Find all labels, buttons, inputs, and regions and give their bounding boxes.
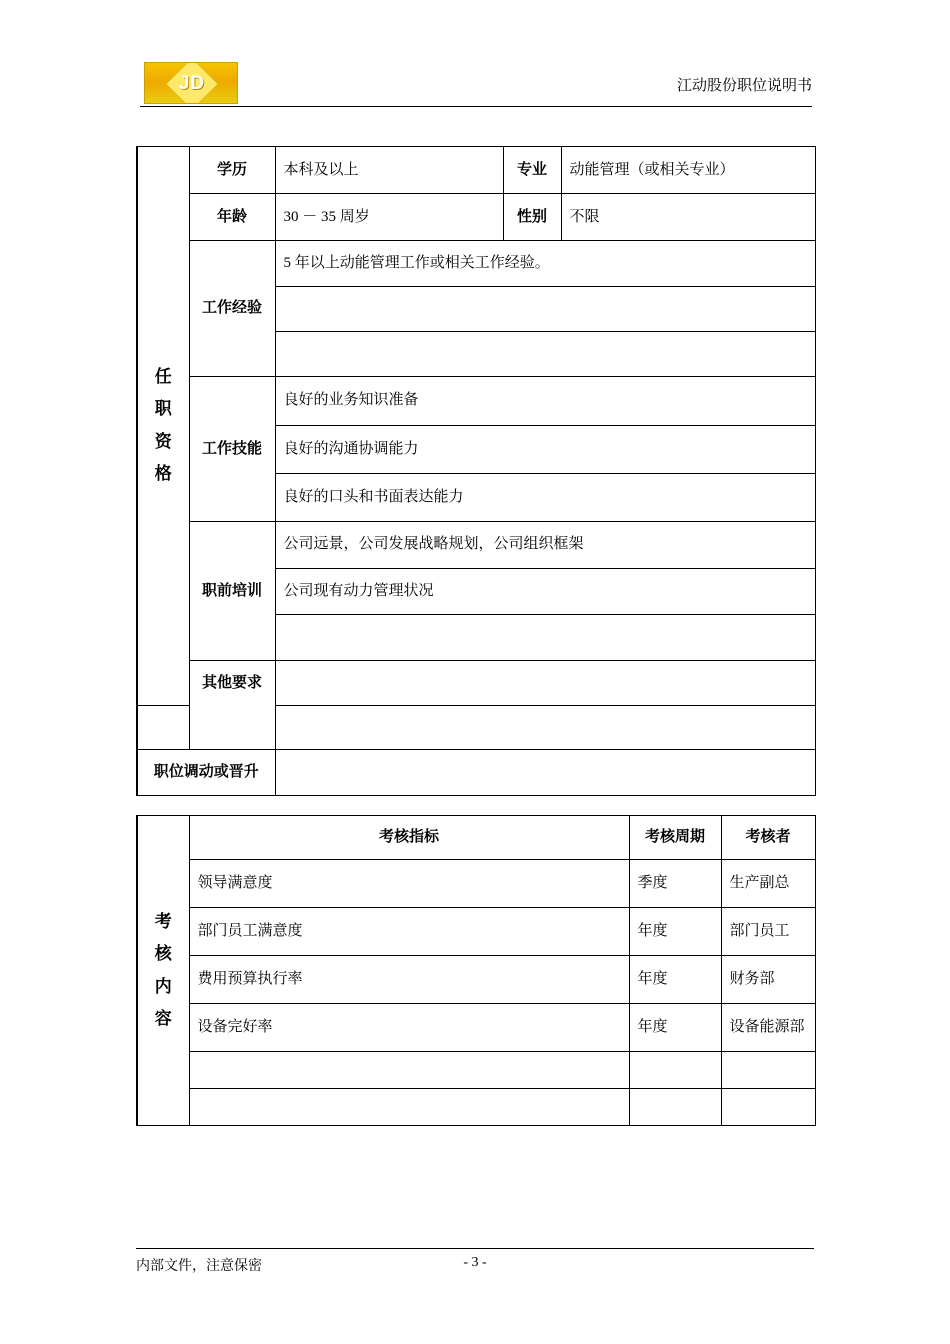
table-row [137,860,815,908]
section-label-qualification-tail [137,705,189,750]
column-header-indicator: 考核指标 [189,816,629,860]
training-value-0: 公司远景，公司发展战略规划，公司组织框架 [275,522,815,569]
major-label: 专业 [503,147,561,194]
assessment-label-char-1: 核 [154,944,172,964]
page-footer [136,1248,814,1275]
assessment-label-char-0: 考 [154,911,172,931]
assessment-indicator-2: 费用预算执行率 [189,956,629,1004]
skills-value-1: 良好的沟通协调能力 [275,425,815,473]
skills-label: 工作技能 [189,425,275,473]
other-value-1 [275,705,815,750]
assessment-table [136,815,816,1126]
assessment-assessor-4 [721,1052,815,1089]
promotion-label: 职位调动或晋升 [137,750,275,796]
promotion-value [275,750,815,796]
other-value-0 [275,661,815,706]
table-row [137,1052,815,1089]
assessment-cycle-4 [629,1052,721,1089]
table-row [137,1089,815,1126]
section-label-char-2: 资 [154,431,172,451]
assessment-label-char-3: 容 [154,1008,172,1028]
table-row [137,1004,815,1052]
table-row [137,568,815,614]
logo-letters: JD [178,73,206,94]
other-label: 其他要求 [189,661,275,706]
training-label: 职前培训 [189,568,275,614]
table-row [137,956,815,1004]
section-label-char-0: 任 [154,367,172,387]
gender-label: 性别 [503,194,561,241]
footer-divider [136,1248,814,1249]
table-row [137,241,815,287]
footer-confidential-note: 内部文件，注意保密 [136,1257,262,1273]
gender-value: 不限 [561,194,815,241]
assessment-assessor-1: 部门员工 [721,908,815,956]
assessment-cycle-1: 年度 [629,908,721,956]
table-row [137,377,815,426]
table-row [137,661,815,706]
assessment-cycle-5 [629,1089,721,1126]
table-row [137,425,815,473]
experience-label: 工作经验 [189,286,275,331]
assessment-label-char-2: 内 [154,976,172,996]
education-label: 学历 [189,147,275,194]
page-header [140,62,812,108]
training-label-bottom [189,614,275,661]
header-title: 江动股份职位说明书 [676,78,812,94]
assessment-indicator-3: 设备完好率 [189,1004,629,1052]
assessment-indicator-5 [189,1089,629,1126]
training-label-top [189,522,275,569]
age-value: 30 － 35 周岁 [275,194,503,241]
footer-row [136,1255,814,1275]
table-row [137,147,815,194]
section-label-char-3: 格 [154,464,172,484]
assessment-indicator-4 [189,1052,629,1089]
table-row [137,614,815,661]
table-row [137,331,815,377]
table-header-row [137,816,815,860]
assessment-indicator-1: 部门员工满意度 [189,908,629,956]
age-label: 年龄 [189,194,275,241]
assessment-assessor-3: 设备能源部 [721,1004,815,1052]
experience-label-bottom [189,331,275,377]
assessment-cycle-0: 季度 [629,860,721,908]
table-row [137,194,815,241]
assessment-assessor-0: 生产副总 [721,860,815,908]
assessment-assessor-2: 财务部 [721,956,815,1004]
skills-value-0: 良好的业务知识准备 [275,377,815,426]
table-row [137,705,815,750]
major-value: 动能管理（或相关专业） [561,147,815,194]
company-logo [144,62,238,104]
section-label-assessment [137,816,189,1126]
column-header-cycle: 考核周期 [629,816,721,860]
section-label-qualification [137,147,189,706]
qualification-table [136,146,816,796]
skills-label-top [189,377,275,426]
column-header-assessor: 考核者 [721,816,815,860]
footer-page-number: - 3 - [463,1255,487,1270]
training-value-2 [275,614,815,661]
table-row [137,908,815,956]
table-row [137,522,815,569]
training-value-1: 公司现有动力管理状况 [275,568,815,614]
skills-value-2: 良好的口头和书面表达能力 [275,473,815,522]
experience-value-0: 5 年以上动能管理工作或相关工作经验。 [275,241,815,287]
experience-value-1 [275,286,815,331]
assessment-assessor-5 [721,1089,815,1126]
education-value: 本科及以上 [275,147,503,194]
skills-label-bottom [189,473,275,522]
assessment-indicator-0: 领导满意度 [189,860,629,908]
header-divider [140,106,812,107]
assessment-cycle-2: 年度 [629,956,721,1004]
section-label-char-1: 职 [154,399,172,419]
experience-value-2 [275,331,815,377]
experience-label-top [189,241,275,287]
table-row [137,286,815,331]
table-row [137,473,815,522]
assessment-cycle-3: 年度 [629,1004,721,1052]
table-row [137,750,815,796]
other-label-bottom [189,705,275,750]
